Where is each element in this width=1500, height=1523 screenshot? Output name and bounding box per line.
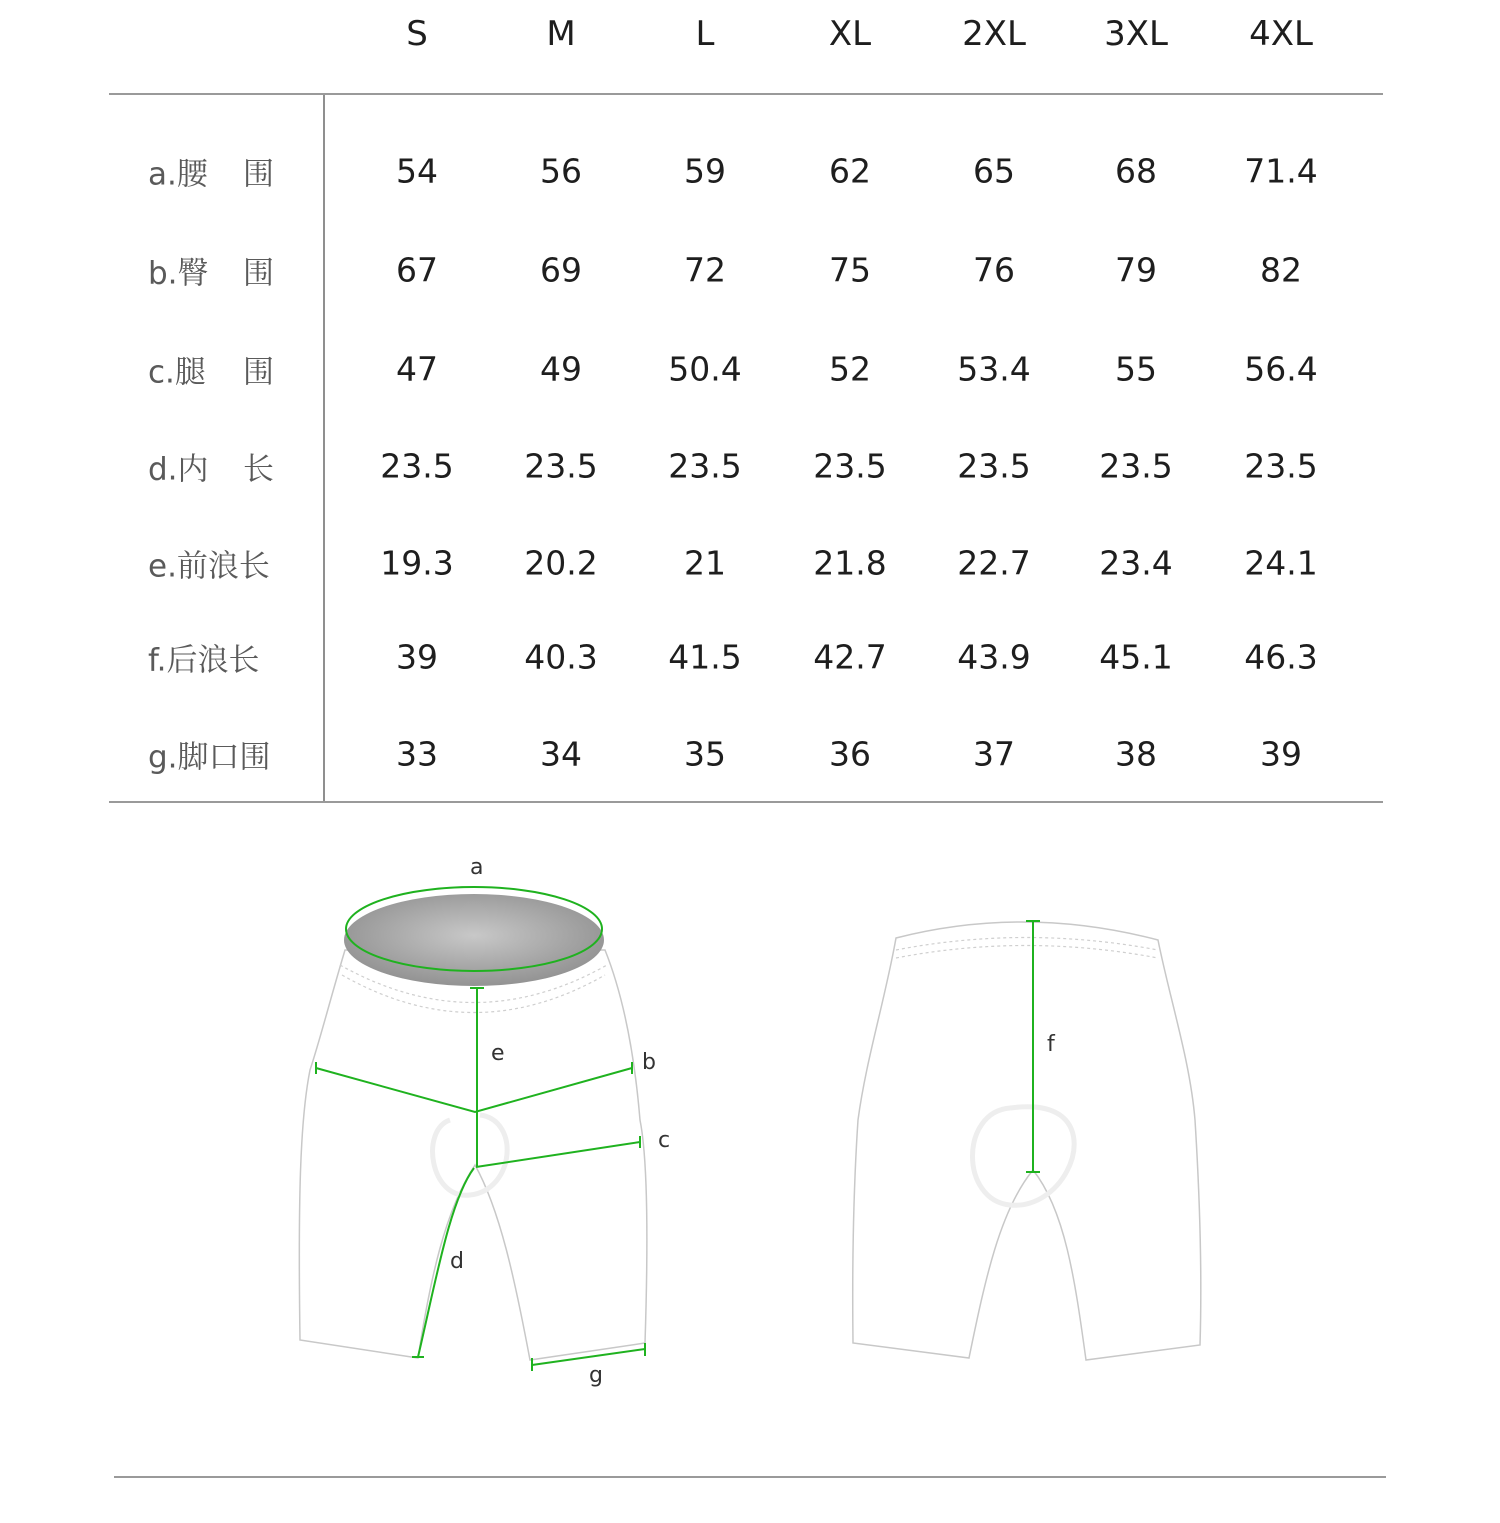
cell-d-xl: 23.5 (813, 446, 887, 486)
row-label-prefix: b.臀 (148, 255, 209, 292)
label-a: a (470, 855, 484, 880)
cell-f-m: 40.3 (524, 637, 598, 677)
cell-a-2xl: 65 (973, 151, 1015, 191)
row-label-prefix: e.前浪长 (148, 548, 270, 585)
cell-f-3xl: 45.1 (1099, 637, 1173, 677)
cell-e-3xl: 23.4 (1099, 543, 1173, 583)
cell-a-4xl: 71.4 (1244, 151, 1318, 191)
cell-a-m: 56 (540, 151, 582, 191)
cell-f-xl: 42.7 (813, 637, 887, 677)
cell-c-xl: 52 (829, 349, 871, 389)
cell-c-3xl: 55 (1115, 349, 1157, 389)
row-label-prefix: a.腰 (148, 156, 208, 193)
cell-b-2xl: 76 (973, 250, 1015, 290)
size-header-3xl: 3XL (1104, 14, 1168, 54)
cell-e-l: 21 (684, 543, 726, 583)
label-f: f (1047, 1032, 1055, 1057)
row-label-prefix: f.后浪长 (148, 642, 260, 679)
row-label-prefix: d.内 (148, 451, 209, 488)
size-header-4xl: 4XL (1249, 14, 1313, 54)
cell-e-s: 19.3 (380, 543, 454, 583)
size-header-2xl: 2XL (962, 14, 1026, 54)
cell-d-4xl: 23.5 (1244, 446, 1318, 486)
cell-c-s: 47 (396, 349, 438, 389)
front-view-shorts (299, 855, 670, 1388)
size-header-l: L (695, 14, 715, 54)
front-outline (299, 950, 647, 1360)
cell-f-4xl: 46.3 (1244, 637, 1318, 677)
cell-a-s: 54 (396, 151, 438, 191)
label-g: g (589, 1363, 603, 1388)
back-outline (853, 922, 1201, 1360)
cell-e-2xl: 22.7 (957, 543, 1031, 583)
size-header-m: M (546, 14, 576, 54)
label-c: c (658, 1128, 671, 1153)
cell-d-3xl: 23.5 (1099, 446, 1173, 486)
cell-f-s: 39 (396, 637, 438, 677)
cell-d-l: 23.5 (668, 446, 742, 486)
cell-b-3xl: 79 (1115, 250, 1157, 290)
row-label-suffix: 围 (243, 354, 274, 391)
label-d: d (450, 1249, 464, 1274)
cell-g-s: 33 (396, 734, 438, 774)
row-label-suffix: 围 (243, 156, 274, 193)
cell-c-4xl: 56.4 (1244, 349, 1318, 389)
cell-b-4xl: 82 (1260, 250, 1302, 290)
cell-b-s: 67 (396, 250, 438, 290)
waist-opening (344, 894, 604, 986)
cell-b-m: 69 (540, 250, 582, 290)
cell-d-2xl: 23.5 (957, 446, 1031, 486)
cell-g-4xl: 39 (1260, 734, 1302, 774)
cell-a-3xl: 68 (1115, 151, 1157, 191)
cell-c-l: 50.4 (668, 349, 742, 389)
size-header-s: S (406, 14, 428, 54)
cell-c-m: 49 (540, 349, 582, 389)
label-e: e (491, 1041, 505, 1066)
cell-g-2xl: 37 (973, 734, 1015, 774)
cell-g-l: 35 (684, 734, 726, 774)
cell-g-m: 34 (540, 734, 582, 774)
cell-b-l: 72 (684, 250, 726, 290)
row-label-prefix: c.腿 (148, 354, 206, 391)
cell-g-xl: 36 (829, 734, 871, 774)
cell-e-4xl: 24.1 (1244, 543, 1318, 583)
cell-a-xl: 62 (829, 151, 871, 191)
cell-f-l: 41.5 (668, 637, 742, 677)
size-header-xl: XL (828, 14, 872, 54)
cell-f-2xl: 43.9 (957, 637, 1031, 677)
cell-e-m: 20.2 (524, 543, 598, 583)
row-label-suffix: 长 (243, 451, 274, 488)
cell-a-l: 59 (684, 151, 726, 191)
label-b: b (642, 1050, 656, 1075)
cell-b-xl: 75 (829, 250, 871, 290)
cell-d-m: 23.5 (524, 446, 598, 486)
row-label-prefix: g.脚口围 (148, 739, 271, 776)
cell-d-s: 23.5 (380, 446, 454, 486)
cell-c-2xl: 53.4 (957, 349, 1031, 389)
back-view-shorts (853, 921, 1201, 1360)
cell-g-3xl: 38 (1115, 734, 1157, 774)
row-label-suffix: 围 (243, 255, 274, 292)
cell-e-xl: 21.8 (813, 543, 887, 583)
